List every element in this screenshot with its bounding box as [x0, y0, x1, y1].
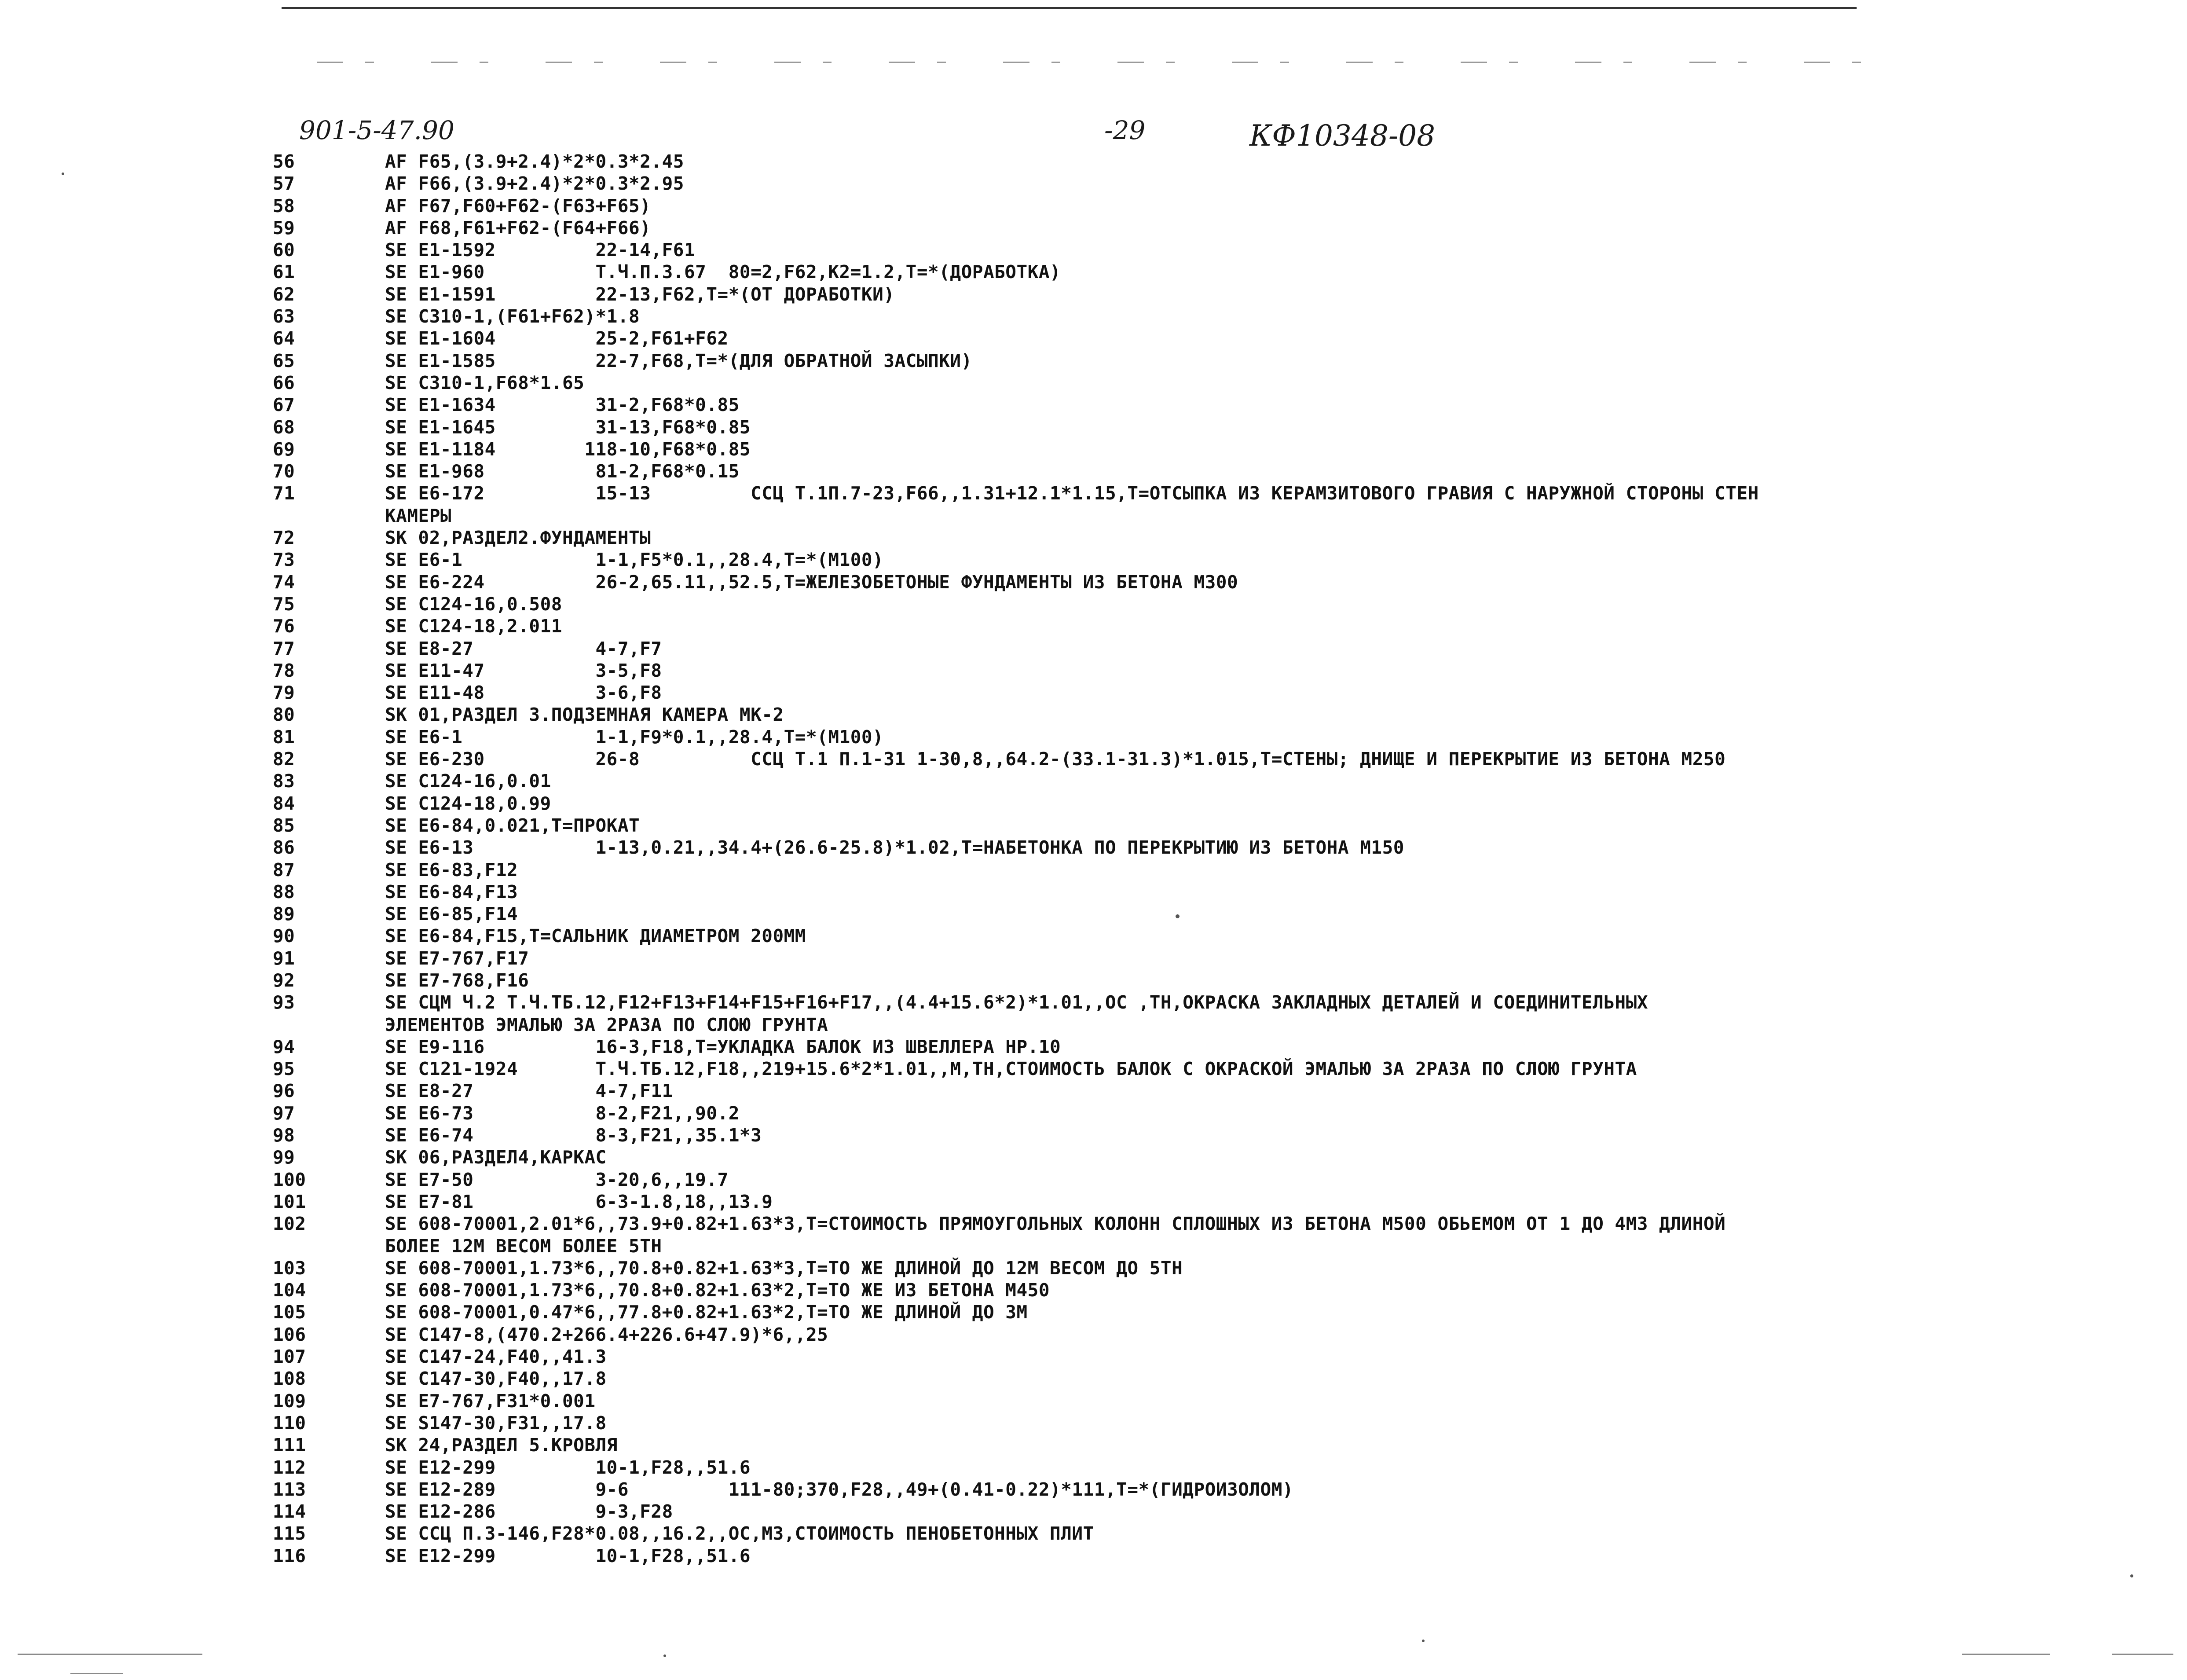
listing-line [273, 947, 2033, 969]
listing-line [273, 881, 2033, 903]
line-text: SE 608-70001,0.47*6,,77.8+0.82+1.63*2,T=ТО ЖЕ ДЛИНОЙ ДО 3М [385, 1302, 1028, 1323]
line-text: SE E7-81 6-3-1.8,18,,13.9 [385, 1191, 773, 1212]
listing-line [273, 416, 2033, 438]
line-number: 75 [273, 593, 295, 615]
line-number: 89 [273, 903, 295, 925]
line-text: SE E6-224 26-2,65.11,,52.5,T=ЖЕЛЕЗОБЕТОНЫЕ ФУНДАМЕНТЫ ИЗ БЕТОНА М300 [385, 571, 1238, 593]
line-number: 115 [273, 1523, 306, 1544]
listing-line [273, 1213, 2033, 1235]
scan-speck [1422, 1640, 1425, 1642]
listing-line [273, 327, 2033, 349]
listing-line [273, 283, 2033, 305]
listing-line [273, 1368, 2033, 1390]
line-text: БОЛЕЕ 12М ВЕСОМ БОЛЕЕ 5ТН [385, 1235, 662, 1257]
line-number: 111 [273, 1434, 306, 1456]
line-number: 73 [273, 549, 295, 571]
line-text: SE C124-16,0.508 [385, 593, 562, 615]
top-rule [282, 7, 1857, 9]
line-text: SE C124-18,2.011 [385, 616, 562, 637]
line-text: SE E6-84,F15,T=САЛЬНИК ДИАМЕТРОМ 200ММ [385, 925, 806, 947]
listing-line [273, 593, 2033, 615]
line-text: SK 24,РАЗДЕЛ 5.КРОВЛЯ [385, 1434, 618, 1456]
line-number: 113 [273, 1478, 306, 1500]
line-text: SE ССЦ П.3-146,F28*0.08,,16.2,,ОС,М3,СТОИМОСТЬ ПЕНОБЕТОННЫХ ПЛИТ [385, 1523, 1094, 1544]
listing-line [273, 460, 2033, 482]
line-number: 76 [273, 616, 295, 637]
listing-line [273, 482, 2033, 504]
line-text: SE C310-1,(F61+F62)*1.8 [385, 306, 640, 327]
line-number: 99 [273, 1147, 295, 1168]
document-code: 901-5-47.90 [299, 115, 454, 145]
line-number: 62 [273, 283, 295, 305]
line-text: SE E6-83,F12 [385, 859, 518, 880]
document-id: КФ10348-08 [1249, 119, 1436, 153]
line-number: 59 [273, 217, 295, 238]
line-number: 68 [273, 416, 295, 438]
line-text: SE E7-767,F31*0.001 [385, 1390, 596, 1412]
line-text: SE 608-70001,2.01*6,,73.9+0.82+1.63*3,T=СТОИМОСТЬ ПРЯМОУГОЛЬНЫХ КОЛОНН СПЛОШНЫХ ИЗ БЕТОНА М500 ОБЬЕМОМ ОТ 1 ДО 4М3 ДЛИНОЙ [385, 1213, 1726, 1235]
listing-line [273, 1545, 2033, 1567]
listing-line [273, 350, 2033, 372]
listing-line [273, 150, 2033, 172]
edge-mark [2112, 1654, 2173, 1655]
line-text: SE E6-13 1-13,0.21,,34.4+(26.6-25.8)*1.02,T=НАБЕТОНКА ПО ПЕРЕКРЫТИЮ ИЗ БЕТОНА М150 [385, 837, 1404, 858]
line-number: 61 [273, 261, 295, 283]
listing-line [273, 305, 2033, 327]
line-text: SE 608-70001,1.73*6,,70.8+0.82+1.63*3,T=ТО ЖЕ ДЛИНОЙ ДО 12М ВЕСОМ ДО 5ТН [385, 1257, 1183, 1279]
listing-line [273, 217, 2033, 239]
page-number: -29 [1104, 115, 1146, 145]
line-text: КАМЕРЫ [385, 505, 452, 526]
line-number: 80 [273, 704, 295, 726]
line-number: 63 [273, 306, 295, 327]
listing-line [273, 660, 2033, 682]
line-text: SE E11-47 3-5,F8 [385, 660, 662, 681]
line-text: SE C147-24,F40,,41.3 [385, 1346, 607, 1368]
listing-line [273, 1301, 2033, 1323]
line-number: 86 [273, 837, 295, 858]
line-number: 67 [273, 394, 295, 416]
line-number: 69 [273, 438, 295, 460]
listing-line [273, 792, 2033, 814]
listing-line [273, 1478, 2033, 1500]
edge-mark [70, 1673, 123, 1674]
line-text: SE E8-27 4-7,F11 [385, 1080, 673, 1102]
line-text: SE E1-1591 22-13,F62,T=*(ОТ ДОРАБОТКИ) [385, 283, 895, 305]
line-number: 104 [273, 1280, 306, 1301]
listing-line [273, 969, 2033, 991]
line-number: 114 [273, 1501, 306, 1522]
line-number: 101 [273, 1191, 306, 1212]
listing-line [273, 1434, 2033, 1456]
listing-continuation-line [273, 1235, 2033, 1257]
line-number: 93 [273, 992, 295, 1013]
line-number: 83 [273, 770, 295, 792]
listing-line [273, 1390, 2033, 1412]
listing-line [273, 195, 2033, 217]
listing-line [273, 1324, 2033, 1346]
line-number: 78 [273, 660, 295, 681]
listing-line [273, 1036, 2033, 1058]
scan-speck [1176, 914, 1180, 918]
listing-line [273, 1500, 2033, 1522]
listing-line [273, 1346, 2033, 1368]
listing-line [273, 394, 2033, 416]
line-text: SE E6-84,F13 [385, 881, 518, 902]
listing-line [273, 1522, 2033, 1544]
line-text: SE E6-230 26-8 ССЦ Т.1 П.1-31 1-30,8,,64.2-(33.1-31.3)*1.015,T=СТЕНЫ; ДНИЩЕ И ПЕРЕКРЫТИЕ ИЗ БЕТОНА М250 [385, 748, 1726, 770]
line-number: 95 [273, 1058, 295, 1080]
line-number: 110 [273, 1412, 306, 1434]
line-number: 74 [273, 571, 295, 593]
line-text: SK 06,РАЗДЕЛ4,КАРКАС [385, 1147, 607, 1168]
listing-line [273, 1169, 2033, 1191]
line-text: AF F68,F61+F62-(F64+F66) [385, 217, 651, 238]
line-text: SE E1-1184 118-10,F68*0.85 [385, 438, 751, 460]
line-number: 91 [273, 947, 295, 969]
line-text: ЭЛЕМЕНТОВ ЭМАЛЬЮ ЗА 2РАЗА ПО СЛОЮ ГРУНТА [385, 1014, 828, 1035]
listing-line [273, 239, 2033, 261]
scan-speck [62, 172, 64, 175]
listing-line [273, 704, 2033, 726]
listing-continuation-line [273, 505, 2033, 527]
line-number: 87 [273, 859, 295, 880]
line-number: 70 [273, 461, 295, 482]
line-number: 103 [273, 1257, 306, 1279]
line-number: 100 [273, 1169, 306, 1190]
line-text: SE E7-767,F17 [385, 947, 529, 969]
line-number: 85 [273, 814, 295, 836]
line-text: SE E6-172 15-13 ССЦ Т.1П.7-23,F66,,1.31+12.1*1.15,T=ОТСЫПКА ИЗ КЕРАМЗИТОВОГО ГРАВИЯ С НАРУЖНОЙ СТОРОНЫ СТЕН [385, 483, 1759, 504]
line-number: 94 [273, 1036, 295, 1057]
line-text: SE E1-1604 25-2,F61+F62 [385, 328, 729, 349]
line-text: SE E6-74 8-3,F21,,35.1*3 [385, 1125, 762, 1146]
line-number: 92 [273, 969, 295, 991]
listing-line [273, 726, 2033, 748]
line-text: AF F66,(3.9+2.4)*2*0.3*2.95 [385, 173, 684, 194]
listing-line [273, 1191, 2033, 1213]
line-text: SE C124-18,0.99 [385, 792, 551, 814]
line-text: SE E6-1 1-1,F5*0.1,,28.4,T=*(М100) [385, 549, 884, 571]
edge-mark [18, 1654, 202, 1655]
listing-line [273, 1456, 2033, 1478]
line-number: 84 [273, 792, 295, 814]
line-text: SE E6-84,0.021,T=ПРОКАТ [385, 814, 640, 836]
listing-line [273, 1102, 2033, 1124]
listing-line [273, 748, 2033, 770]
faint-dashed-line [317, 62, 1874, 63]
line-text: SE E1-960 Т.Ч.П.3.67 80=2,F62,K2=1.2,T=*(ДОРАБОТКА) [385, 261, 1061, 283]
line-text: SK 02,РАЗДЕЛ2.ФУНДАМЕНТЫ [385, 527, 651, 549]
line-text: SE E12-299 10-1,F28,,51.6 [385, 1456, 751, 1478]
line-text: SE C121-1924 Т.Ч.ТБ.12,F18,,219+15.6*2*1.01,,М,ТН,СТОИМОСТЬ БАЛОК С ОКРАСКОЙ ЭМАЛЬЮ ЗА 2РАЗА ПО СЛОЮ ГРУНТА [385, 1058, 1637, 1080]
listing-line [273, 571, 2033, 593]
listing-line [273, 1412, 2033, 1434]
line-text: SE C310-1,F68*1.65 [385, 372, 585, 393]
listing-line [273, 859, 2033, 881]
line-text: SE C124-16,0.01 [385, 770, 551, 792]
line-number: 116 [273, 1545, 306, 1566]
line-number: 65 [273, 350, 295, 371]
line-number: 64 [273, 328, 295, 349]
line-text: SE E1-1634 31-2,F68*0.85 [385, 394, 740, 416]
line-text: SE E6-85,F14 [385, 903, 518, 925]
listing-line [273, 549, 2033, 571]
line-text: SE E8-27 4-7,F7 [385, 638, 662, 659]
scan-speck [663, 1654, 666, 1657]
line-text: SE СЦМ Ч.2 Т.Ч.ТБ.12,F12+F13+F14+F15+F16+F17,,(4.4+15.6*2)*1.01,,ОС ,ТН,ОКРАСКА ЗАКЛАДНЫХ ДЕТАЛЕЙ И СОЕДИНИТЕЛЬНЫХ [385, 992, 1648, 1013]
line-text: AF F67,F60+F62-(F63+F65) [385, 195, 651, 216]
line-text: SE E12-299 10-1,F28,,51.6 [385, 1545, 751, 1566]
line-text: SE E7-50 3-20,6,,19.7 [385, 1169, 729, 1190]
listing-line [273, 172, 2033, 194]
line-text: SE E6-1 1-1,F9*0.1,,28.4,T=*(М100) [385, 726, 884, 748]
line-number: 71 [273, 483, 295, 504]
line-text: SE E6-73 8-2,F21,,90.2 [385, 1102, 740, 1124]
program-listing [273, 150, 2033, 1567]
line-number: 102 [273, 1213, 306, 1235]
listing-line [273, 903, 2033, 925]
line-number: 79 [273, 682, 295, 704]
line-number: 88 [273, 881, 295, 902]
line-text: SE S147-30,F31,,17.8 [385, 1412, 607, 1434]
line-text: SE E11-48 3-6,F8 [385, 682, 662, 704]
listing-line [273, 991, 2033, 1013]
scan-speck [2130, 1574, 2133, 1577]
line-number: 106 [273, 1324, 306, 1345]
line-text: SE E1-1645 31-13,F68*0.85 [385, 416, 751, 438]
line-text: SE 608-70001,1.73*6,,70.8+0.82+1.63*2,T=ТО ЖЕ ИЗ БЕТОНА М450 [385, 1280, 1050, 1301]
listing-line [273, 1257, 2033, 1279]
line-text: SE E9-116 16-3,F18,T=УКЛАДКА БАЛОК ИЗ ШВЕЛЛЕРА НР.10 [385, 1036, 1061, 1057]
line-text: SE E12-286 9-3,F28 [385, 1501, 673, 1522]
line-number: 81 [273, 726, 295, 748]
listing-line [273, 638, 2033, 660]
line-number: 66 [273, 372, 295, 393]
listing-line [273, 1279, 2033, 1301]
line-number: 72 [273, 527, 295, 549]
listing-line [273, 527, 2033, 549]
line-number: 60 [273, 239, 295, 261]
listing-line [273, 438, 2033, 460]
listing-line [273, 770, 2033, 792]
listing-line [273, 1146, 2033, 1168]
listing-line [273, 1080, 2033, 1102]
line-number: 107 [273, 1346, 306, 1368]
line-number: 58 [273, 195, 295, 216]
line-number: 98 [273, 1125, 295, 1146]
listing-line [273, 814, 2033, 836]
line-number: 105 [273, 1302, 306, 1323]
listing-line [273, 615, 2033, 637]
line-number: 57 [273, 173, 295, 194]
line-number: 82 [273, 748, 295, 770]
line-text: SE C147-8,(470.2+266.4+226.6+47.9)*6,,25 [385, 1324, 828, 1345]
line-text: SE E7-768,F16 [385, 969, 529, 991]
listing-continuation-line [273, 1014, 2033, 1036]
line-number: 96 [273, 1080, 295, 1102]
line-text: SE C147-30,F40,,17.8 [385, 1368, 607, 1390]
listing-line [273, 372, 2033, 394]
listing-line [273, 261, 2033, 283]
listing-line [273, 1058, 2033, 1080]
line-number: 108 [273, 1368, 306, 1390]
line-number: 56 [273, 151, 295, 172]
line-text: AF F65,(3.9+2.4)*2*0.3*2.45 [385, 151, 684, 172]
listing-line [273, 836, 2033, 858]
line-text: SE E1-1592 22-14,F61 [385, 239, 696, 261]
line-number: 112 [273, 1456, 306, 1478]
listing-line [273, 1124, 2033, 1146]
line-text: SE E1-968 81-2,F68*0.15 [385, 461, 740, 482]
line-number: 97 [273, 1102, 295, 1124]
line-text: SE E1-1585 22-7,F68,T=*(ДЛЯ ОБРАТНОЙ ЗАСЫПКИ) [385, 350, 972, 371]
line-number: 77 [273, 638, 295, 659]
edge-mark [1962, 1654, 2050, 1655]
line-text: SE E12-289 9-6 111-80;370,F28,,49+(0.41-0.22)*111,T=*(ГИДРОИЗОЛОМ) [385, 1478, 1294, 1500]
line-number: 109 [273, 1390, 306, 1412]
listing-line [273, 925, 2033, 947]
line-text: SK 01,РАЗДЕЛ 3.ПОДЗЕМНАЯ КАМЕРА МК-2 [385, 704, 784, 726]
listing-line [273, 682, 2033, 704]
line-number: 90 [273, 925, 295, 947]
